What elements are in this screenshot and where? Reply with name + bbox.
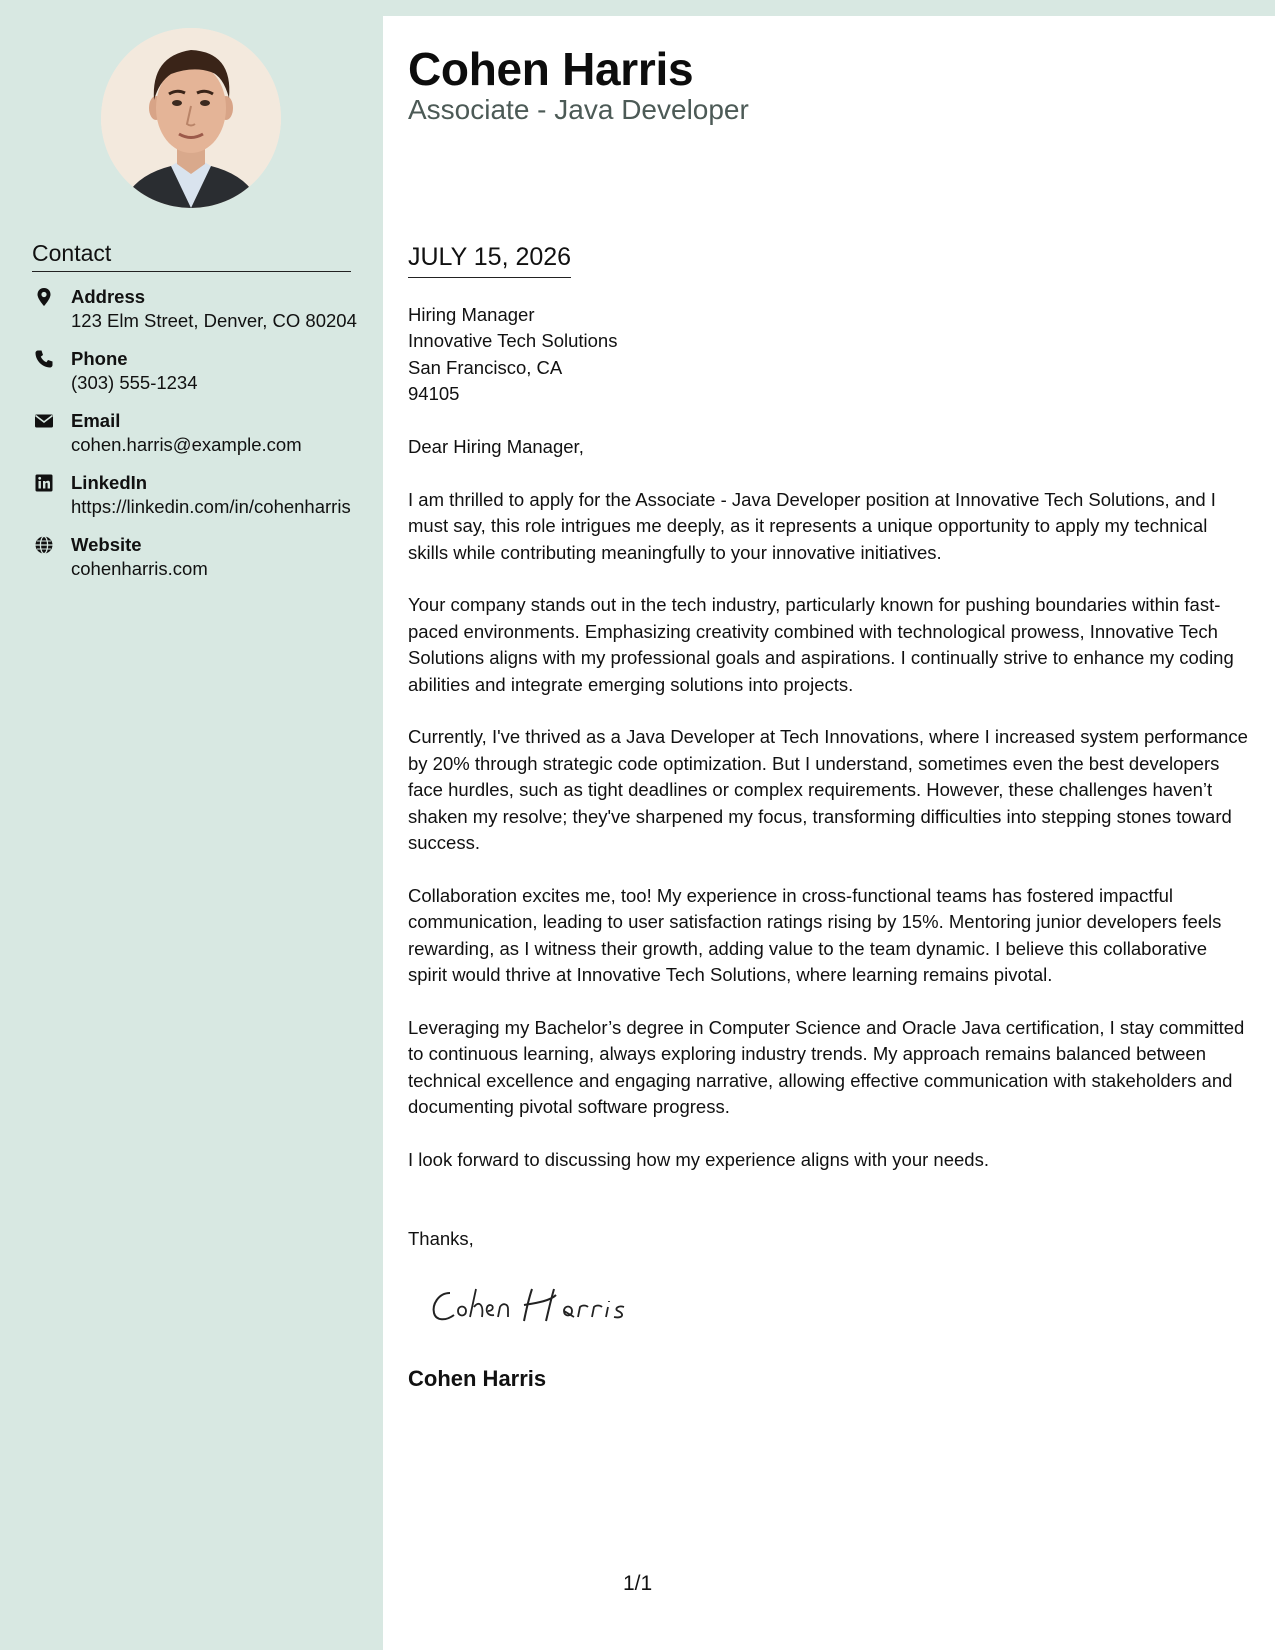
paragraph: I am thrilled to apply for the Associate - Java Developer position at Innovative Tech Solutions, and I must say, this role intrigues me deeply, as it represents a unique opportunity to apply my technical skills while contributing meaningfully to your innovative initiatives. [408,488,1216,563]
salutation: Dear Hiring Manager, [408,436,584,458]
address-label: Address [71,286,146,307]
paragraph: I look forward to discussing how my experience aligns with your needs. [408,1148,989,1170]
closing: Thanks, [408,1228,474,1250]
linkedin-label: LinkedIn [71,472,148,493]
applicant-title: Associate - Java Developer [408,94,749,125]
signer-name: Cohen Harris [408,1366,547,1392]
page-number: 1/1 [623,1572,653,1595]
paragraph: Leveraging my Bachelor’s degree in Computer Science and Oracle Java certification, I stay committed to continuous learning, always exploring industry trends. My approach remains balanced between technical excellence and engaging narrative, allowing effective communication with stakeholders and documenting pivotal software progress. [408,1016,1245,1118]
contact-list [32,285,362,595]
website-label: Website [71,534,142,555]
paragraph: Your company stands out in the tech industry, particularly known for pushing boundaries within fast-paced environments. Emphasizing creativity combined with technological prowess, Innovative Tech Solutions aligns with my professional goals and aspirations. I continually strive to enhance my coding abilities and integrate emerging solutions into projects. [408,594,1234,695]
website-value[interactable]: cohenharris.com [71,558,208,579]
paragraph: Currently, I've thrived as a Java Developer at Tech Innovations, where I increased system performance by 20% through strategic code optimization. But I understand, sometimes even the best developers face hurdles, such as tight deadlines or complex requirements. However, these challenges haven’t shaken my resolve; they've sharpened my focus, transforming difficulties into stepping stones toward success. [408,726,1248,854]
applicant-name: Cohen Harris [408,43,694,95]
envelope-icon [34,411,54,431]
phone-label: Phone [71,348,128,369]
recipient-line: 94105 [408,383,460,405]
contact-item-address [32,285,362,333]
contact-heading: Contact [32,240,351,272]
sidebar [0,0,383,1650]
recipient-line: Hiring Manager [408,304,535,325]
location-pin-icon [34,287,54,307]
phone-value: (303) 555-1234 [71,372,198,393]
contact-item-website [32,533,362,581]
phone-icon [34,349,54,369]
email-value: cohen.harris@example.com [71,434,302,455]
contact-item-phone [32,347,362,395]
contact-item-linkedin [32,471,362,519]
signature [428,1281,1248,1338]
address-value: 123 Elm Street, Denver, CO 80204 [71,310,357,331]
paragraph: Collaboration excites me, too! My experience in cross-functional teams has fostered impactful communication, leading to user satisfaction ratings rising by 15%. Mentoring junior developers feels rewarding, as I witness their growth, adding value to the team dynamic. I believe this collaborative spirit would thrive at Innovative Tech Solutions, where learning remains pivotal. [408,884,1222,986]
email-label: Email [71,410,121,431]
linkedin-icon [34,473,54,493]
profile-photo [101,28,281,208]
recipient-line: San Francisco, CA [408,356,563,378]
globe-icon [34,535,54,555]
letter-panel [383,16,1275,1650]
letter-date: JULY 15, 2026 [408,243,571,278]
linkedin-value[interactable]: https://linkedin.com/in/cohenharris [71,496,351,517]
letter-body [408,302,1248,1393]
recipient-block [408,302,1248,408]
contact-item-email [32,409,362,457]
recipient-line: Innovative Tech Solutions [408,330,618,352]
